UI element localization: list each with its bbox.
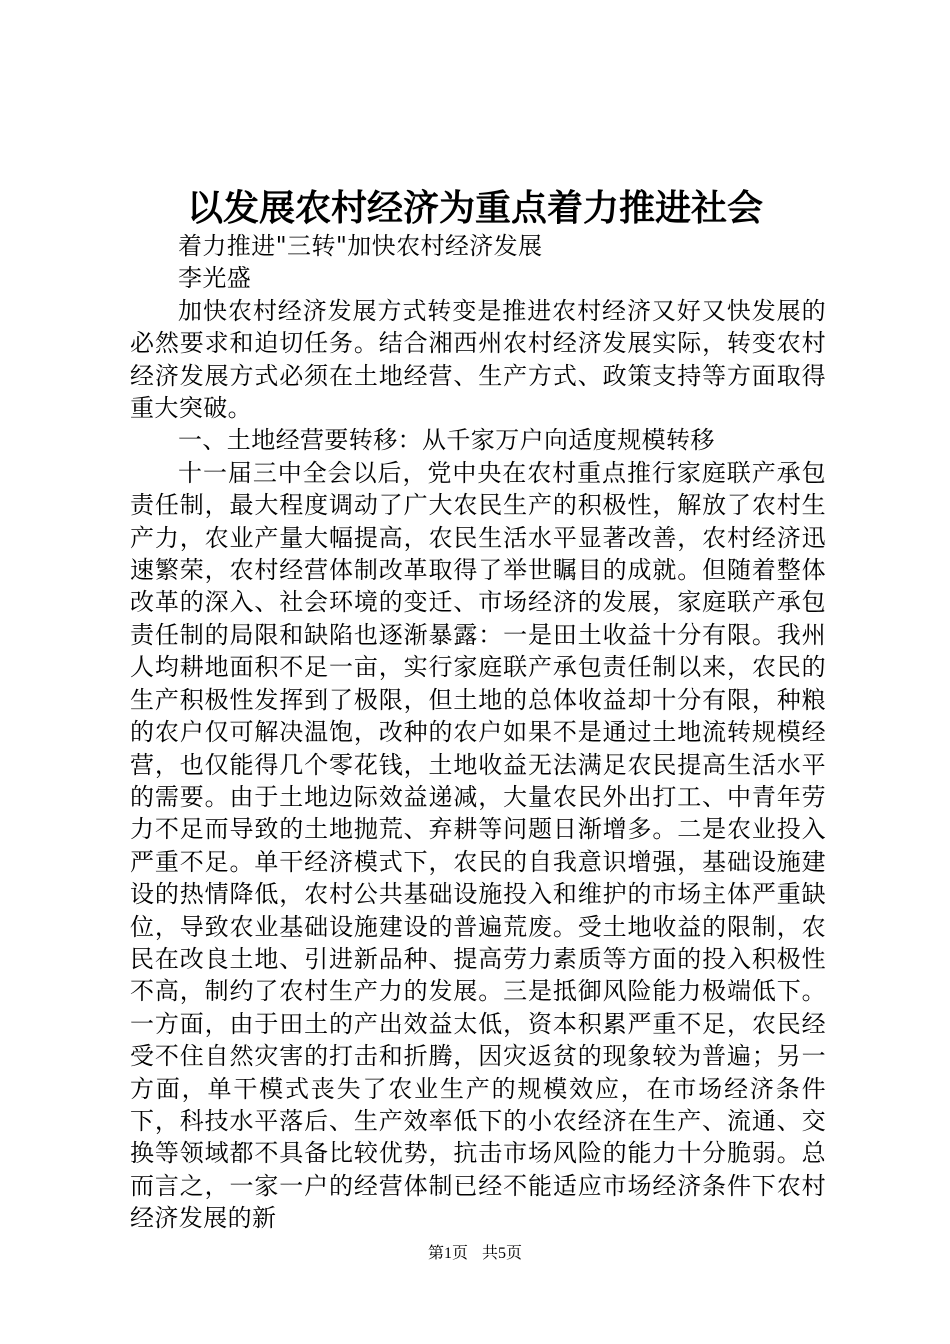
document-body [130,230,826,1235]
page-total: 共5页 [482,1245,523,1262]
section-heading: 一、土地经营要转移：从千家万户向适度规模转移 [178,426,715,455]
page-footer [0,1244,950,1264]
body-paragraph: 十一届三中全会以后，党中央在农村重点推行家庭联产承包责任制，最大程度调动了广大农民生产的积极性，解放了农村生产力，农业产量大幅提高，农民生活水平显著改善，农村经济迅速繁荣，农村经营体制改革取得了举世瞩目的成就。但随着整体改革的深入、社会环境的变迁、市场经济的发展，家庭联产承包责任制的局限和缺陷也逐渐暴露：一是田土收益十分有限。我州人均耕地面积不足一亩，实行家庭联产承包责任制以来，农民的生产积极性发挥到了极限，但土地的总体收益却十分有限，种粮的农户仅可解决温饱，改种的农户如果不是通过土地流转规模经营，也仅能得几个零花钱，土地收益无法满足农民提高生活水平的需要。由于土地边际效益递减，大量农民外出打工、中青年劳力不足而导致的土地抛荒、弃耕等问题日渐增多。二是农业投入严重不足。单干经济模式下，农民的自我意识增强，基础设施建设的热情降低，农村公共基础设施投入和维护的市场主体严重缺位，导致农业基础设施建设的普遍荒废。受土地收益的限制，农民在改良土地、引进新品种、提高劳力素质等方面的投入积极性不高，制约了农村生产力的发展。三是抵御风险能力极端低下。一方面，由于田土的产出效益太低，资本积累严重不足，农民经受不住自然灾害的打击和折腾，因灾返贫的现象较为普遍；另一方面，单干模式丧失了农业生产的规模效应，在市场经济条件下，科技水平落后、生产效率低下的小农经济在生产、流通、交换等领域都不具备比较优势，抗击市场风险的能力十分脆弱。总而言之，一家一户的经营体制已经不能适应市场经济条件下农村经济发展的新 [130,458,826,1233]
author-paragraph: 李光盛 [178,264,252,293]
intro-paragraph: 加快农村经济发展方式转变是推进农村经济又好又快发展的必然要求和迫切任务。结合湘西州农村经济发展实际，转变农村经济发展方式必须在土地经营、生产方式、政策支持等方面取得重大突破。 [130,296,826,423]
document-title: 以发展农村经济为重点着力推进社会 [186,187,763,229]
page-number: 第1页 [427,1245,468,1262]
subtitle-paragraph: 着力推进"三转"加快农村经济发展 [178,232,543,260]
